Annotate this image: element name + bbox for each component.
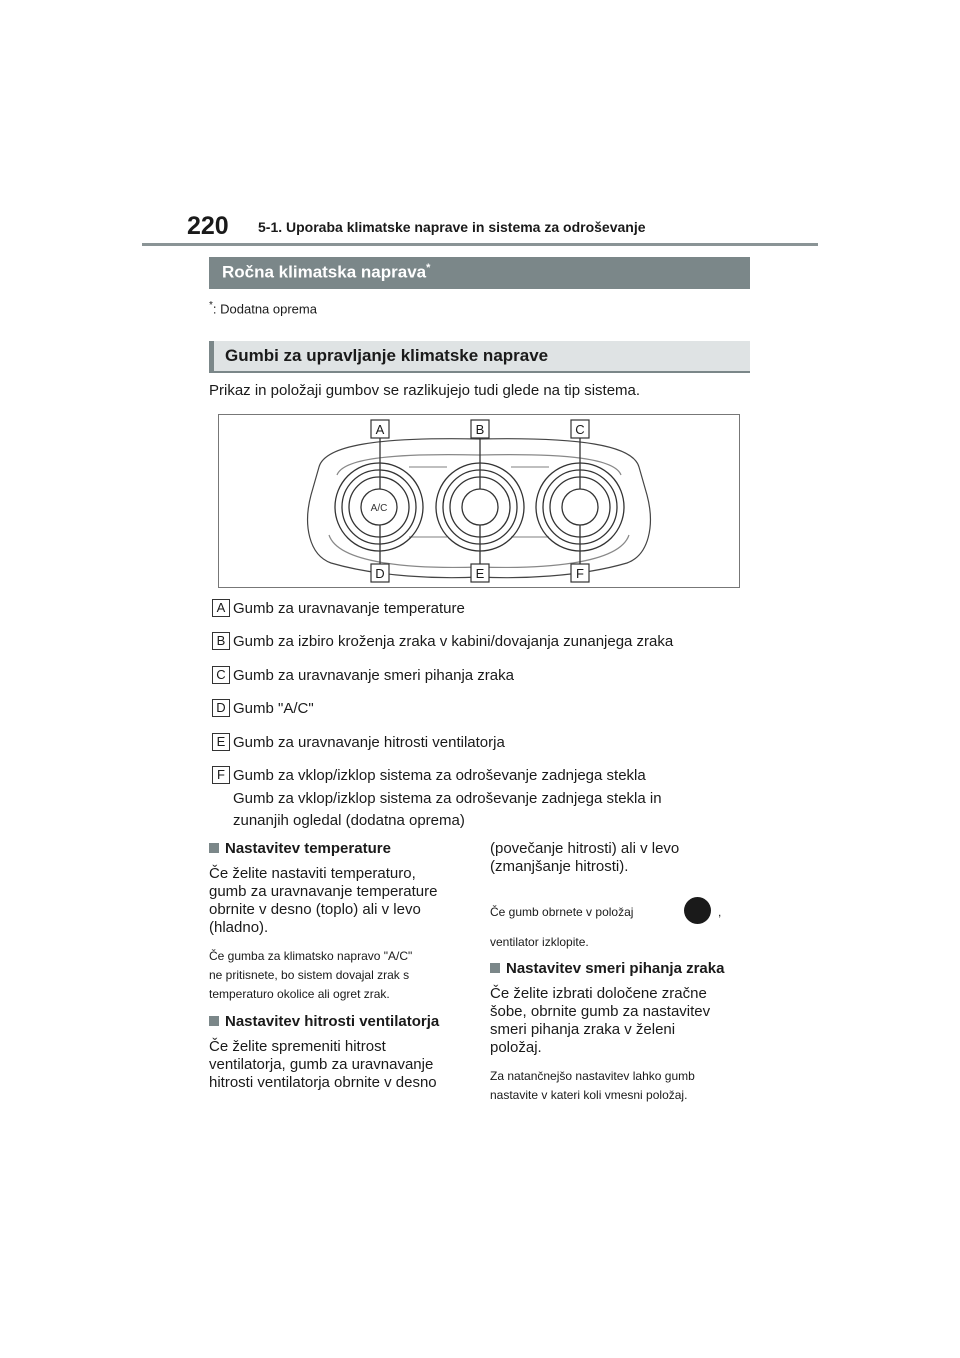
- bullet-square-icon: [490, 963, 500, 973]
- rear-defogger-button: [562, 489, 598, 525]
- footnote-mark: *: [209, 300, 213, 311]
- legend-text-a: Gumb za uravnavanje temperature: [233, 600, 465, 617]
- bullet-square-icon: [209, 843, 219, 853]
- legend-letter-e: E: [212, 733, 230, 751]
- section-title: Ročna klimatska naprava: [222, 262, 427, 282]
- chapter-title: 5-1. Uporaba klimatske naprave in sistema za odroševanje: [258, 219, 646, 235]
- callout-f: F: [576, 566, 584, 581]
- callout-a: A: [375, 422, 385, 437]
- subsection-heading: Gumbi za upravljanje klimatske naprave: [209, 341, 750, 373]
- legend-extra-line1: Gumb za vklop/izklop sistema za odroševanje zadnjega stekla in: [233, 790, 662, 807]
- callout-d: D: [375, 566, 385, 581]
- legend-letter-a: A: [212, 599, 230, 617]
- legend-text-e: Gumb za uravnavanje hitrosti ventilatorja: [233, 734, 505, 751]
- section-mark: *: [426, 262, 431, 274]
- ac-label: A/C: [370, 503, 388, 514]
- temperature-paragraph: Če želite nastaviti temperaturo, gumb za uravnavanje temperature obrnite v desno (toplo) ali v levo (hladno).: [209, 865, 438, 936]
- section-heading: [209, 257, 750, 289]
- heading-air-direction: Nastavitev smeri pihanja zraka: [490, 960, 724, 977]
- callout-b: B: [475, 422, 485, 437]
- bullet-square-icon: [209, 1016, 219, 1026]
- legend-text-b: Gumb za izbiro kroženja zraka v kabini/dovajanja zunanjega zraka: [233, 633, 674, 650]
- air-direction-note: Za natančnejšo nastavitev lahko gumb nastavite v kateri koli vmesni položaj.: [490, 1069, 695, 1102]
- legend-letter-f: F: [212, 766, 230, 784]
- fan-speed-paragraph-continued: (povečanje hitrosti) ali v levo (zmanjšanje hitrosti).: [490, 840, 680, 875]
- callout-e: E: [475, 566, 485, 581]
- legend-letter-b: B: [212, 632, 230, 650]
- fan-off-note-comma: ,: [718, 905, 722, 919]
- legend-extra-line2: zunanjih ogledal (dodatna oprema): [233, 812, 465, 829]
- fan-off-note-end: ventilator izklopite.: [490, 935, 589, 949]
- footnote-text: : Dodatna oprema: [212, 301, 317, 317]
- climate-panel-illustration: [219, 415, 739, 587]
- heading-fan-speed: Nastavitev hitrosti ventilatorja: [209, 1013, 439, 1030]
- intro-text: Prikaz in položaji gumbov se razlikujejo tudi glede na tip sistema.: [209, 382, 641, 399]
- fan-off-position-icon: [684, 897, 711, 924]
- legend-text-d: Gumb "A/C": [233, 700, 314, 717]
- footnote: [209, 300, 317, 316]
- page-number: 220: [187, 212, 229, 240]
- legend-letter-c: C: [212, 666, 230, 684]
- fan-speed-paragraph: Če želite spremeniti hitrost ventilatorja, gumb za uravnavanje hitrosti ventilatorja obrnite v desno: [209, 1038, 437, 1091]
- header-rule: [142, 243, 818, 246]
- heading-temperature: Nastavitev temperature: [209, 840, 391, 857]
- air-direction-paragraph: Če želite izbrati določene zračne šobe, obrnite gumb za nastavitev smeri pihanja zraka v želeni položaj.: [490, 985, 711, 1056]
- callout-c: C: [575, 422, 585, 437]
- legend-text-c: Gumb za uravnavanje smeri pihanja zraka: [233, 667, 514, 684]
- temperature-note: Če gumba za klimatsko napravo "A/C" ne pritisnete, bo sistem dovajal zrak s temperaturo okolice ali ogret zrak.: [209, 949, 413, 1001]
- legend-letter-d: D: [212, 699, 230, 717]
- legend-text-f: Gumb za vklop/izklop sistema za odroševanje zadnjega stekla: [233, 767, 646, 784]
- climate-control-figure: [218, 414, 740, 588]
- fan-off-note-start: Če gumb obrnete v položaj: [490, 905, 634, 919]
- recirculation-button: [462, 489, 498, 525]
